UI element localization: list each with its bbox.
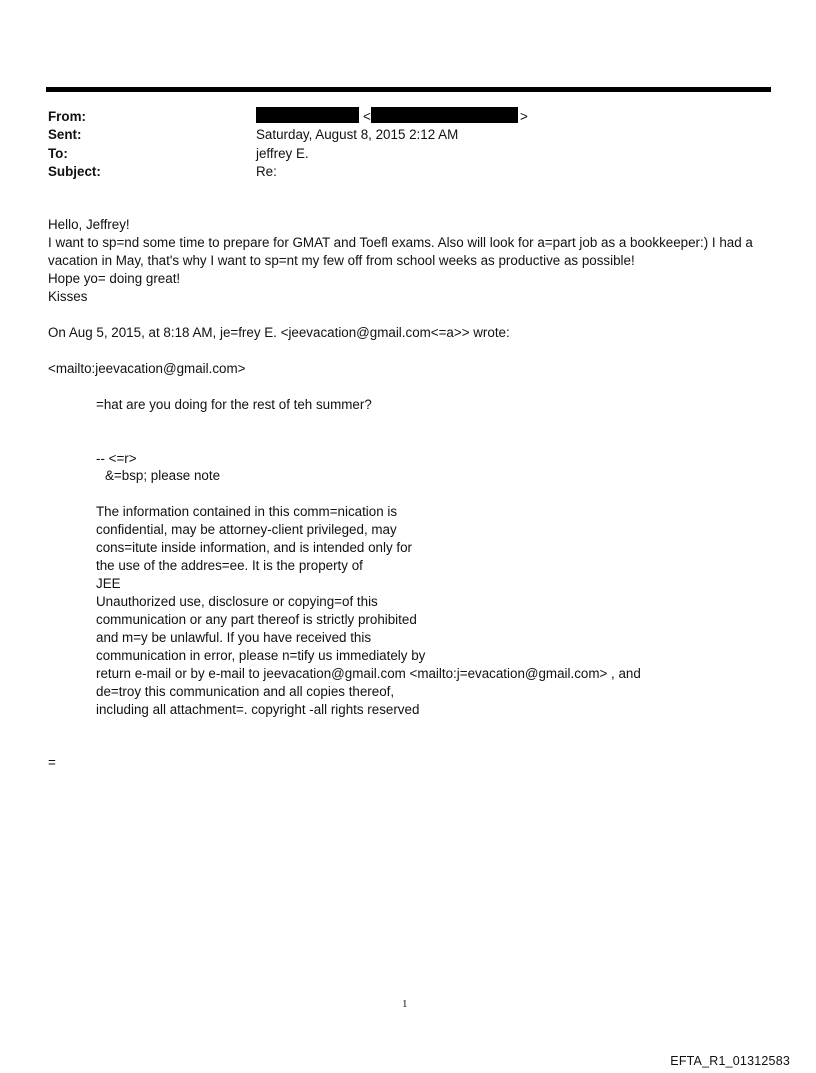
reply-line: Hope yo= doing great! — [48, 271, 181, 286]
from-label: From: — [48, 109, 86, 124]
quoted-question: =hat are you doing for the rest of teh summer? — [96, 397, 372, 412]
disclaimer-line: communication or any part thereof is strictly prohibited — [96, 612, 417, 627]
subject-value: Re: — [256, 164, 277, 179]
disclaimer-line: confidential, may be attorney-client privileged, may — [96, 522, 397, 537]
header-rule — [46, 87, 771, 92]
to-label: To: — [48, 146, 68, 161]
disclaimer-line: including all attachment=. copyright -all rights reserved — [96, 702, 420, 717]
mailto-line: <mailto:jeevacation@gmail.com> — [48, 361, 246, 376]
disclaimer-line: and m=y be unlawful. If you have received this — [96, 630, 372, 645]
subject-label: Subject: — [48, 164, 101, 179]
disclaimer-line: return e-mail or by e-mail to jeevacation@gmail.com <mailto:j=evacation@gmail.com> , and — [96, 666, 641, 681]
disclaimer-line: de=troy this communication and all copies thereof, — [96, 684, 395, 699]
from-close-bracket: > — [520, 109, 528, 124]
disclaimer-line: cons=itute inside information, and is intended only for — [96, 540, 412, 555]
reply-greeting: Hello, Jeffrey! — [48, 217, 130, 232]
quote-header: On Aug 5, 2015, at 8:18 AM, je=frey E. <jeevacation@gmail.com<=a>> wrote: — [48, 325, 510, 340]
redaction-sender-email — [371, 107, 518, 123]
signature-note: &=bsp; please note — [105, 468, 221, 483]
sent-value: Saturday, August 8, 2015 2:12 AM — [256, 127, 459, 142]
from-open-bracket: < — [363, 109, 371, 124]
disclaimer-line: JEE — [96, 576, 121, 591]
reply-line: vacation in May, that's why I want to sp=nt my few off from school weeks as productive as possible! — [48, 253, 635, 268]
disclaimer-line: The information contained in this comm=nication is — [96, 504, 398, 519]
reply-line: I want to sp=nd some time to prepare for GMAT and Toefl exams. Also will look for a=part job as a bookkeeper:) I had a — [48, 235, 753, 250]
disclaimer-line: the use of the addres=ee. It is the property of — [96, 558, 363, 573]
disclaimer-line: Unauthorized use, disclosure or copying=of this — [96, 594, 378, 609]
page-number: 1 — [402, 998, 408, 1010]
reply-signoff: Kisses — [48, 289, 88, 304]
disclaimer-line: communication in error, please n=tify us immediately by — [96, 648, 426, 663]
signature-separator: -- <=r> — [96, 451, 137, 466]
to-value: jeffrey E. — [256, 146, 309, 161]
sent-label: Sent: — [48, 127, 82, 142]
redaction-sender-name — [256, 107, 359, 123]
trailing-equals: = — [48, 755, 56, 770]
bates-number: EFTA_R1_01312583 — [670, 1054, 790, 1068]
